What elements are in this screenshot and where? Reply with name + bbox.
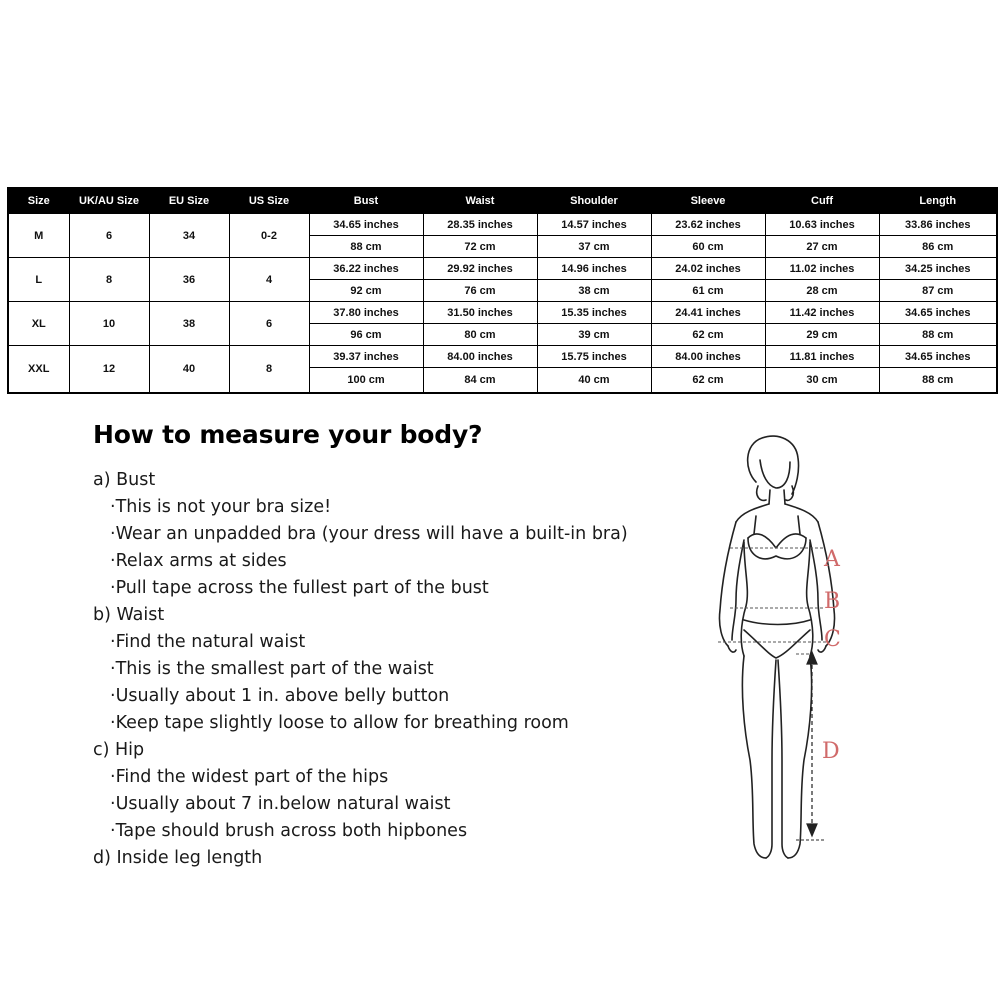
table-row <box>8 258 997 280</box>
label-c: C <box>824 627 841 652</box>
size-cell: XL <box>8 302 69 346</box>
waist-inches-cell: 84.00 inches <box>423 346 537 368</box>
header-uk-au-size: UK/AU Size <box>69 188 149 214</box>
size-cell: M <box>8 214 69 258</box>
shoulder-cm-cell: 40 cm <box>537 368 651 394</box>
length-inches-cell: 34.65 inches <box>879 302 997 324</box>
waist-cm-cell: 72 cm <box>423 236 537 258</box>
guide-point: ·Relax arms at sides <box>110 551 287 571</box>
shoulder-cm-cell: 39 cm <box>537 324 651 346</box>
section-inside-leg-label: d) Inside leg length <box>93 848 263 868</box>
section-waist-label: b) Waist <box>93 605 165 625</box>
cuff-cm-cell: 29 cm <box>765 324 879 346</box>
length-inches-cell: 34.25 inches <box>879 258 997 280</box>
measure-guide-title: How to measure your body? <box>93 420 483 449</box>
cuff-inches-cell: 11.02 inches <box>765 258 879 280</box>
table-row <box>8 302 997 324</box>
shoulder-inches-cell: 14.96 inches <box>537 258 651 280</box>
length-cm-cell: 88 cm <box>879 324 997 346</box>
length-cm-cell: 87 cm <box>879 280 997 302</box>
bust-inches-cell: 36.22 inches <box>309 258 423 280</box>
guide-point: ·Pull tape across the fullest part of the bust <box>110 578 489 598</box>
body-outline <box>719 436 834 858</box>
waist-inches-cell: 31.50 inches <box>423 302 537 324</box>
header-waist: Waist <box>423 188 537 214</box>
guide-point: ·Usually about 7 in.below natural waist <box>110 794 451 814</box>
guide-point: ·Wear an unpadded bra (your dress will have a built-in bra) <box>110 524 628 544</box>
guide-point: ·Keep tape slightly loose to allow for breathing room <box>110 713 569 733</box>
sleeve-inches-cell: 24.02 inches <box>651 258 765 280</box>
size-chart-table <box>7 187 998 394</box>
label-d: D <box>822 739 840 764</box>
sleeve-cm-cell: 61 cm <box>651 280 765 302</box>
table-row <box>8 346 997 368</box>
length-inches-cell: 33.86 inches <box>879 214 997 236</box>
bust-inches-cell: 39.37 inches <box>309 346 423 368</box>
cuff-cm-cell: 30 cm <box>765 368 879 394</box>
bust-cm-cell: 100 cm <box>309 368 423 394</box>
us-cell: 4 <box>229 258 309 302</box>
shoulder-cm-cell: 37 cm <box>537 236 651 258</box>
sleeve-cm-cell: 62 cm <box>651 368 765 394</box>
size-cell: XXL <box>8 346 69 394</box>
bust-cm-cell: 88 cm <box>309 236 423 258</box>
guide-point: ·Find the natural waist <box>110 632 306 652</box>
body-outline-illustration <box>700 430 860 870</box>
sleeve-inches-cell: 23.62 inches <box>651 214 765 236</box>
uk-au-cell: 6 <box>69 214 149 258</box>
label-b: B <box>824 589 841 614</box>
measure-guide <box>93 467 653 872</box>
eu-cell: 34 <box>149 214 229 258</box>
body-measurement-figure <box>700 430 860 870</box>
header-length: Length <box>879 188 997 214</box>
waist-cm-cell: 80 cm <box>423 324 537 346</box>
waist-inches-cell: 28.35 inches <box>423 214 537 236</box>
header-us-size: US Size <box>229 188 309 214</box>
cuff-cm-cell: 27 cm <box>765 236 879 258</box>
cuff-inches-cell: 11.81 inches <box>765 346 879 368</box>
size-table-header-row <box>8 188 997 214</box>
header-shoulder: Shoulder <box>537 188 651 214</box>
us-cell: 0-2 <box>229 214 309 258</box>
section-hip-label: c) Hip <box>93 740 145 760</box>
eu-cell: 40 <box>149 346 229 394</box>
guide-point: ·This is not your bra size! <box>110 497 332 517</box>
waist-cm-cell: 76 cm <box>423 280 537 302</box>
header-bust: Bust <box>309 188 423 214</box>
shoulder-inches-cell: 14.57 inches <box>537 214 651 236</box>
sleeve-cm-cell: 60 cm <box>651 236 765 258</box>
shoulder-inches-cell: 15.75 inches <box>537 346 651 368</box>
waist-cm-cell: 84 cm <box>423 368 537 394</box>
sleeve-inches-cell: 24.41 inches <box>651 302 765 324</box>
header-size: Size <box>8 188 69 214</box>
length-inches-cell: 34.65 inches <box>879 346 997 368</box>
measurement-guides <box>718 548 826 654</box>
label-a: A <box>824 547 840 572</box>
cuff-inches-cell: 11.42 inches <box>765 302 879 324</box>
us-cell: 8 <box>229 346 309 394</box>
uk-au-cell: 8 <box>69 258 149 302</box>
header-cuff: Cuff <box>765 188 879 214</box>
bust-inches-cell: 34.65 inches <box>309 214 423 236</box>
waist-inches-cell: 29.92 inches <box>423 258 537 280</box>
sleeve-inches-cell: 84.00 inches <box>651 346 765 368</box>
sleeve-cm-cell: 62 cm <box>651 324 765 346</box>
size-cell: L <box>8 258 69 302</box>
header-eu-size: EU Size <box>149 188 229 214</box>
shoulder-cm-cell: 38 cm <box>537 280 651 302</box>
header-sleeve: Sleeve <box>651 188 765 214</box>
guide-point: ·Find the widest part of the hips <box>110 767 389 787</box>
guide-point: ·Tape should brush across both hipbones <box>110 821 468 841</box>
guide-point: ·This is the smallest part of the waist <box>110 659 434 679</box>
uk-au-cell: 10 <box>69 302 149 346</box>
bust-inches-cell: 37.80 inches <box>309 302 423 324</box>
eu-cell: 38 <box>149 302 229 346</box>
cuff-cm-cell: 28 cm <box>765 280 879 302</box>
cuff-inches-cell: 10.63 inches <box>765 214 879 236</box>
uk-au-cell: 12 <box>69 346 149 394</box>
length-cm-cell: 88 cm <box>879 368 997 394</box>
eu-cell: 36 <box>149 258 229 302</box>
length-cm-cell: 86 cm <box>879 236 997 258</box>
guide-point: ·Usually about 1 in. above belly button <box>110 686 450 706</box>
us-cell: 6 <box>229 302 309 346</box>
table-row <box>8 214 997 236</box>
shoulder-inches-cell: 15.35 inches <box>537 302 651 324</box>
bust-cm-cell: 96 cm <box>309 324 423 346</box>
section-bust-label: a) Bust <box>93 470 156 490</box>
bust-cm-cell: 92 cm <box>309 280 423 302</box>
